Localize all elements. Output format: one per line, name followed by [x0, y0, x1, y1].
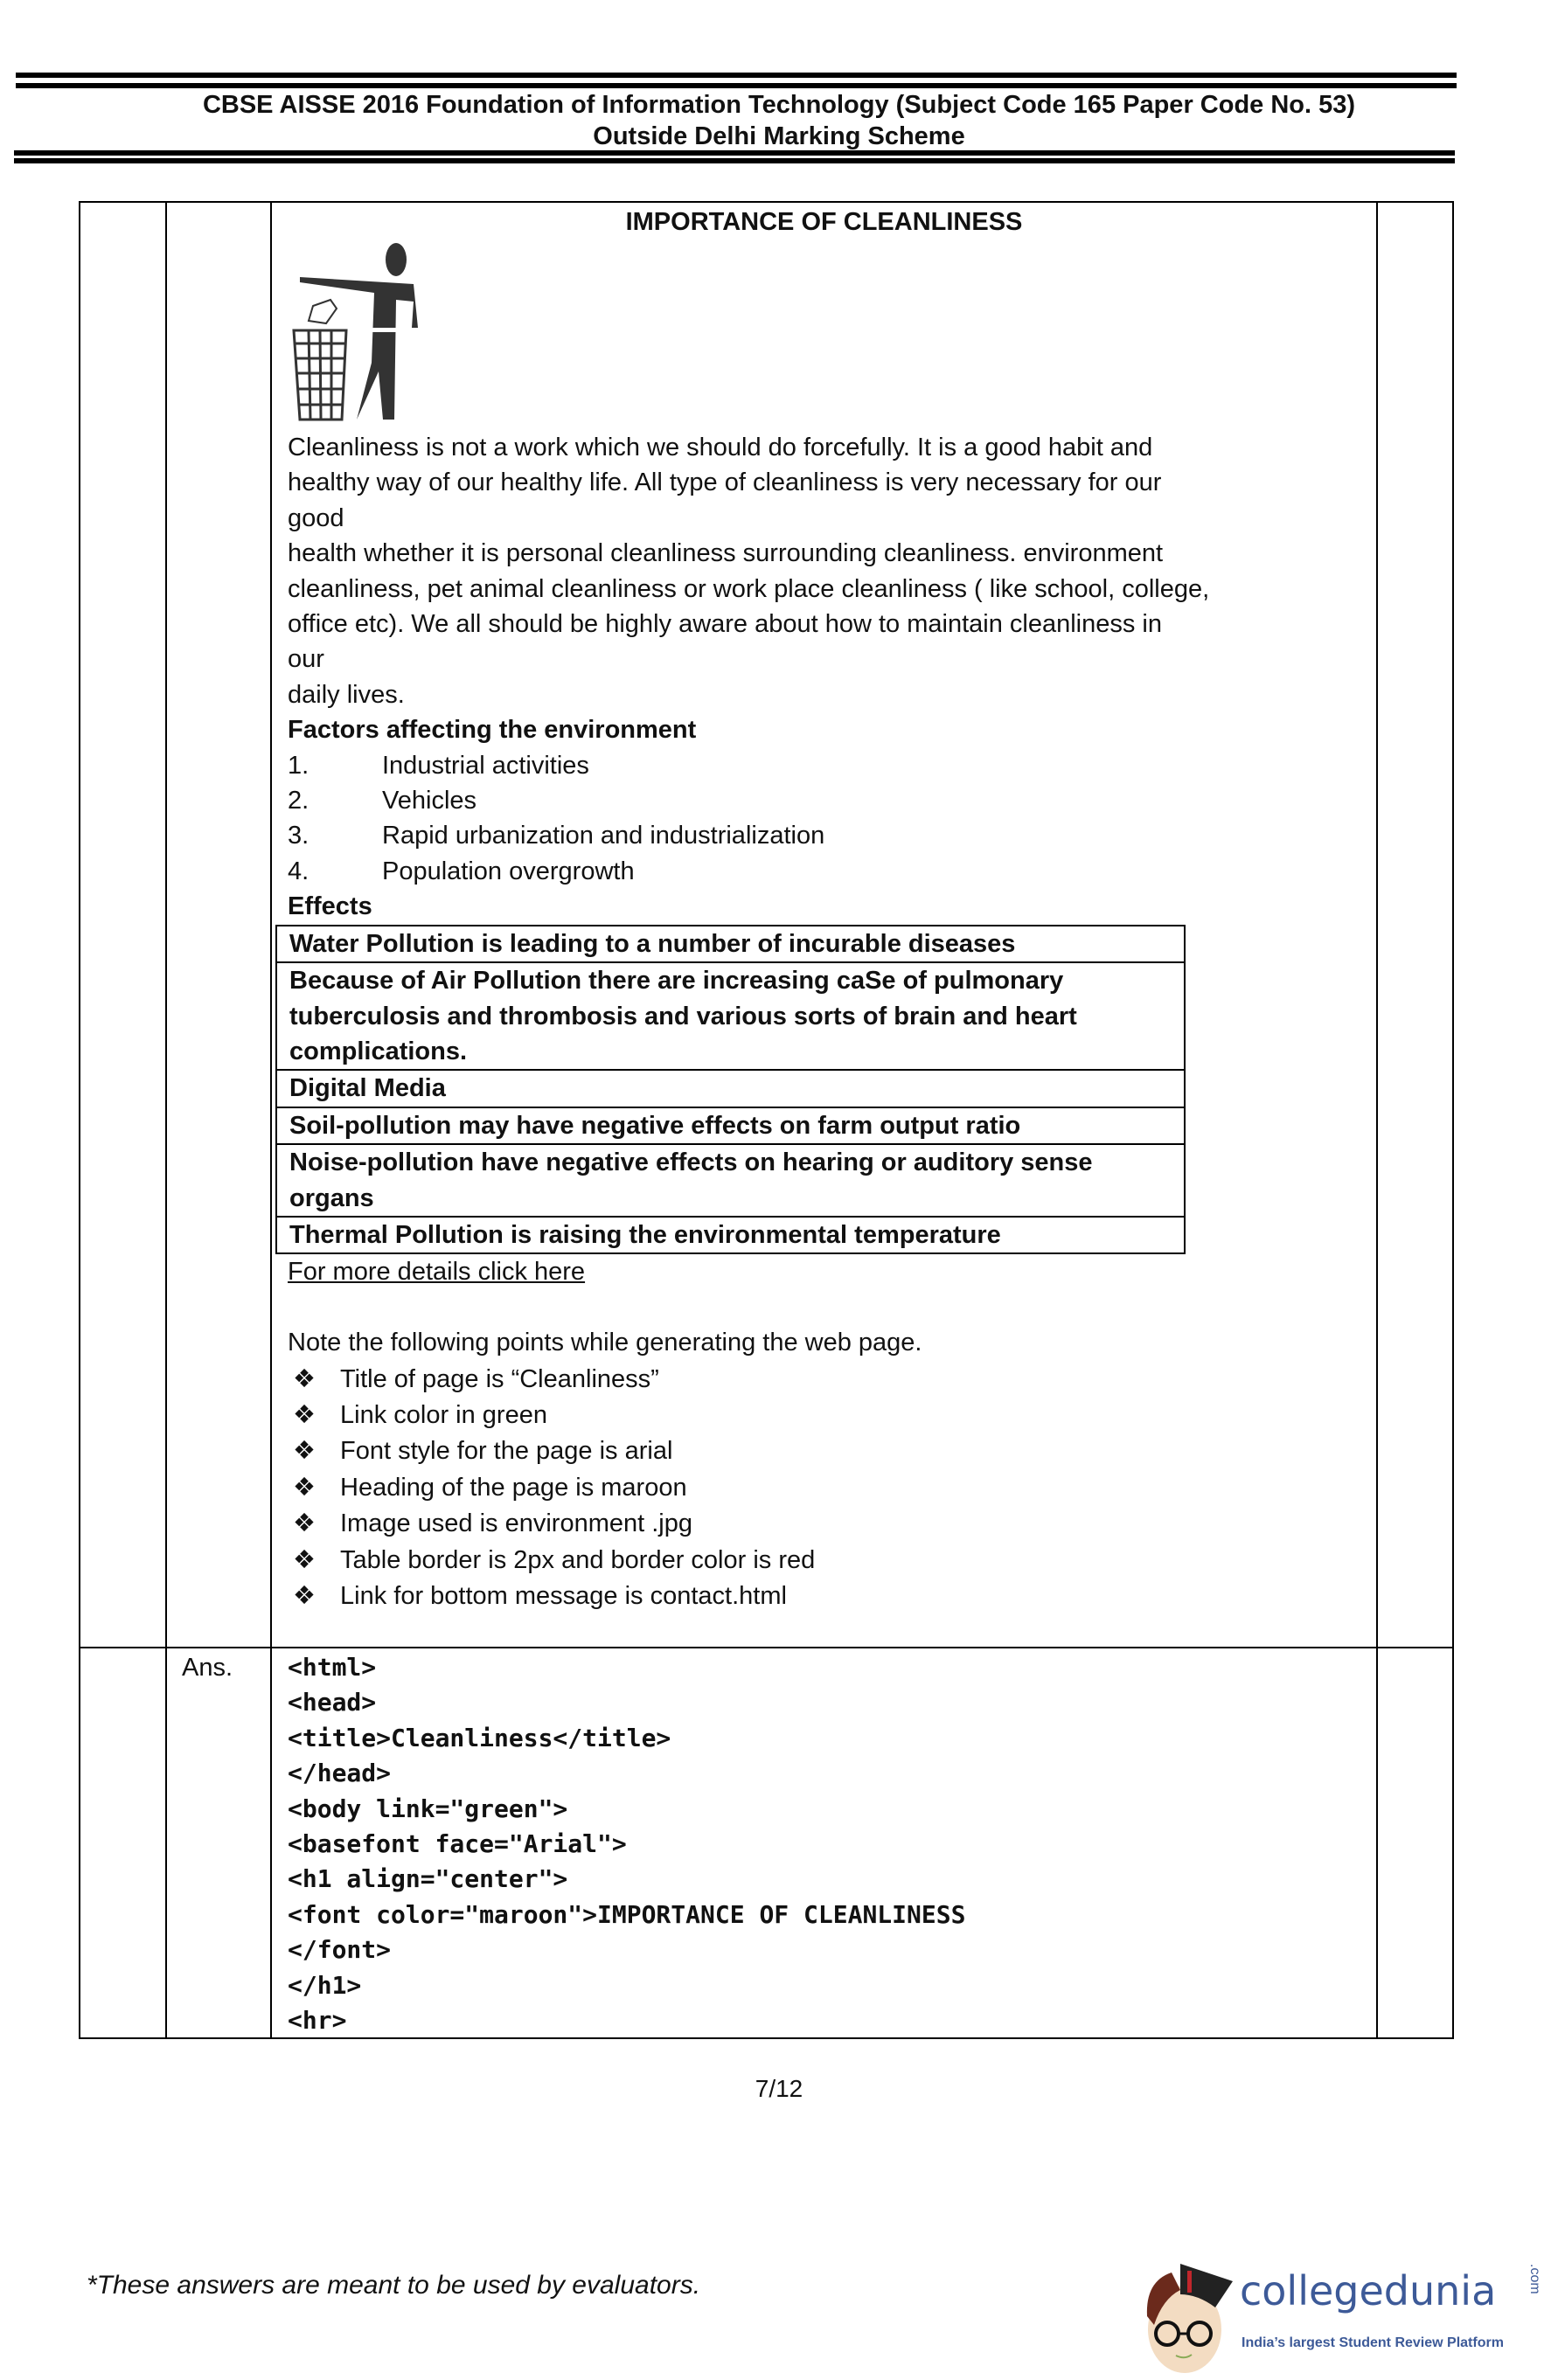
table-row: [276, 1107, 1185, 1144]
bullet-icon: ❖: [293, 1580, 316, 1610]
page-number: 7/12: [755, 2075, 803, 2102]
item-text: Image used is environment .jpg: [340, 1509, 692, 1538]
table-col-line: [79, 201, 80, 2039]
top-rule-2: [16, 83, 1457, 88]
effects-heading: Effects: [288, 892, 372, 921]
item-text: Title of page is “Cleanliness”: [340, 1364, 659, 1393]
item-text: Table border is 2px and border color is red: [340, 1545, 816, 1574]
code-line: <html>: [288, 1653, 377, 1682]
item-text: Rapid urbanization and industrialization: [382, 822, 825, 850]
more-details-link[interactable]: For more details click here: [288, 1258, 586, 1287]
header-line-1: CBSE AISSE 2016 Foundation of Information Technology (Subject Code 165 Paper Code No. 53): [202, 91, 1356, 119]
table-col-line: [1376, 201, 1378, 2039]
factors-list: [288, 748, 1363, 890]
code-line: </head>: [288, 1759, 392, 1788]
list-item: [288, 1433, 1363, 1468]
question-content: [288, 430, 1363, 1613]
bullet-icon: ❖: [293, 1544, 316, 1574]
item-text: Population overgrowth: [382, 857, 635, 885]
bullet-icon: ❖: [293, 1471, 316, 1502]
bullet-icon: ❖: [293, 1435, 316, 1466]
list-item: [288, 1505, 1363, 1541]
paragraph-line: Cleanliness is not a work which we should do forcefully. It is a good habit and: [288, 434, 1153, 461]
mascot-icon: [1137, 2255, 1242, 2377]
effect-cell: Because of Air Pollution there are increasing caSe of pulmonary tuberculosis and thrombosis and various sorts of brain and heart complications.: [276, 962, 1185, 1070]
item-text: Vehicles: [382, 787, 477, 815]
footer-note: *These answers are meant to be used by evaluators.: [87, 2271, 701, 2300]
question-title: IMPORTANCE OF CLEANLINESS: [625, 208, 1023, 236]
list-item: [288, 1542, 1363, 1578]
list-item: [288, 854, 1363, 889]
table-row: [276, 1217, 1185, 1253]
points-list: [288, 1361, 1363, 1614]
table-row: [276, 926, 1185, 962]
code-line: <body link="green">: [288, 1794, 568, 1823]
list-item: [288, 818, 1363, 853]
collegedunia-logo: [1137, 2248, 1548, 2379]
logo-name: collegedunia: [1240, 2267, 1497, 2314]
intro-paragraph: [288, 430, 1363, 712]
list-item: [288, 1578, 1363, 1613]
code-line: <head>: [288, 1688, 377, 1717]
bullet-icon: ❖: [293, 1508, 316, 1538]
item-text: Industrial activities: [382, 751, 589, 780]
item-text: Link for bottom message is contact.html: [340, 1582, 787, 1610]
effect-cell: Noise-pollution have negative effects on hearing or auditory sense organs: [276, 1144, 1185, 1217]
effect-cell: Soil-pollution may have negative effects on farm output ratio: [276, 1107, 1185, 1144]
effect-cell: Digital Media: [276, 1070, 1185, 1107]
effect-cell: Water Pollution is leading to a number of incurable diseases: [276, 926, 1185, 962]
list-item: [288, 1361, 1363, 1397]
paragraph-line: office etc). We all should be highly aware about how to maintain cleanliness in: [288, 610, 1163, 639]
code-line: <title>Cleanliness</title>: [288, 1723, 671, 1752]
list-item: [288, 748, 1363, 783]
table-row-divider: [79, 1647, 1454, 1648]
code-line: </font>: [288, 1935, 392, 1965]
paragraph-line: our: [288, 645, 324, 674]
item-text: Heading of the page is maroon: [340, 1473, 687, 1502]
table-row: [276, 1070, 1185, 1107]
logo-tagline: India’s largest Student Review Platform: [1242, 2335, 1504, 2350]
effects-table: [275, 925, 1186, 1255]
code-line: </h1>: [288, 1970, 362, 2000]
bottom-rule-1: [14, 150, 1455, 156]
dustbin-person-icon: [291, 240, 440, 424]
table-row: [276, 1144, 1185, 1217]
paragraph-line: daily lives.: [288, 680, 405, 709]
paragraph-line: healthy way of our healthy life. All type of cleanliness is very necessary for our: [288, 468, 1162, 497]
table-col-line: [1452, 201, 1454, 2039]
answer-label: Ans.: [182, 1654, 233, 1682]
item-number: 1.: [288, 751, 310, 780]
table-col-line: [165, 201, 167, 2039]
item-number: 3.: [288, 822, 310, 850]
paragraph-line: cleanliness, pet animal cleanliness or work place cleanliness ( like school, college,: [288, 574, 1210, 603]
code-line: <basefont face="Arial">: [288, 1829, 627, 1859]
code-line: <font color="maroon">IMPORTANCE OF CLEANLINESS: [288, 1899, 966, 1929]
top-rule-1: [16, 73, 1457, 78]
factors-heading: Factors affecting the environment: [288, 716, 697, 745]
bullet-icon: ❖: [293, 1363, 316, 1393]
answer-code: [288, 1650, 965, 2038]
effect-cell: Thermal Pollution is raising the environmental temperature: [276, 1217, 1185, 1253]
bullet-icon: ❖: [293, 1398, 316, 1429]
note-text: Note the following points while generating the web page.: [288, 1329, 922, 1357]
table-row: [276, 962, 1185, 1070]
item-number: 2.: [288, 787, 310, 815]
list-item: [288, 1469, 1363, 1505]
item-text: Font style for the page is arial: [340, 1437, 673, 1466]
table-col-line: [270, 201, 272, 2039]
paragraph-line: health whether it is personal cleanliness surrounding cleanliness. environment: [288, 539, 1164, 568]
item-text: Link color in green: [340, 1400, 547, 1429]
paragraph-line: good: [288, 503, 344, 532]
list-item: [288, 783, 1363, 818]
list-item: [288, 1397, 1363, 1433]
logo-suffix: .com: [1527, 2264, 1542, 2294]
code-line: <hr>: [288, 2006, 347, 2036]
bottom-rule-2: [14, 158, 1455, 163]
header-line-2: Outside Delhi Marking Scheme: [593, 122, 965, 150]
item-number: 4.: [288, 857, 310, 885]
code-line: <h1 align="center">: [288, 1864, 568, 1894]
